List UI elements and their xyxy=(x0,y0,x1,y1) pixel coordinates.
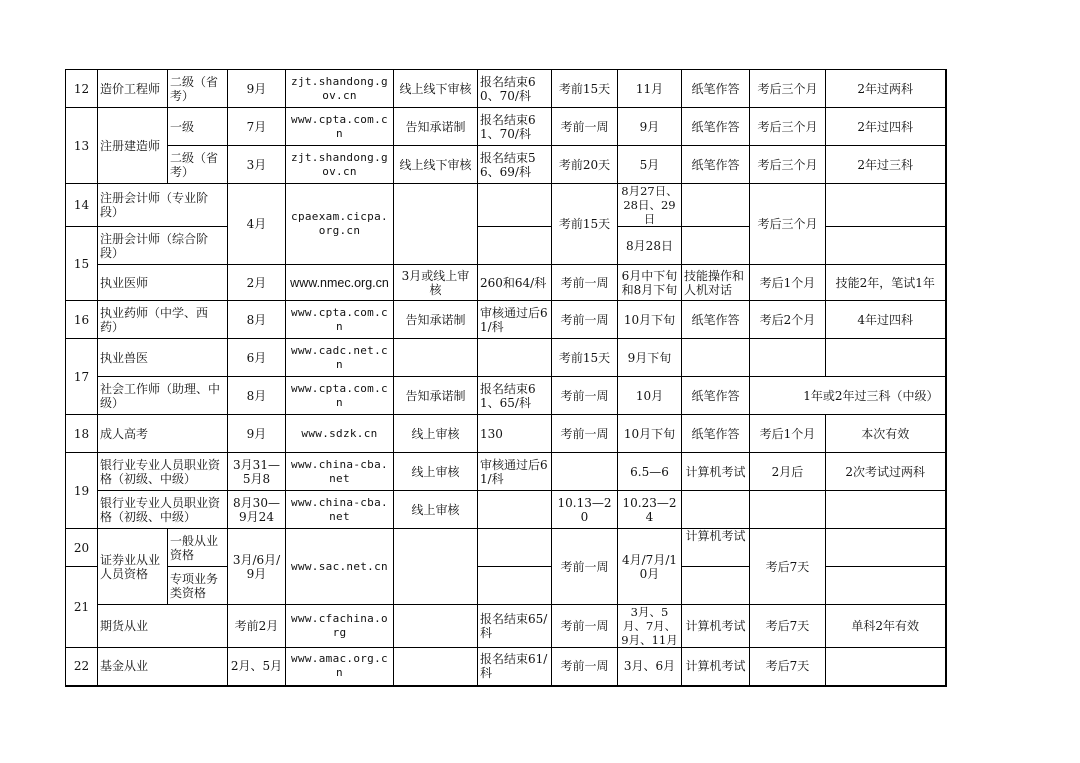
row-number: 16 xyxy=(66,301,98,339)
score-release: 考后7天 xyxy=(750,605,826,648)
exam-schedule-table xyxy=(65,69,947,687)
website: www.cfachina.org xyxy=(286,605,394,648)
exam-name: 银行业专业人员职业资格（初级、中级） xyxy=(98,453,228,491)
website: www.sdzk.cn xyxy=(286,415,394,453)
table-row xyxy=(66,453,946,491)
validity: 本次有效 xyxy=(826,415,946,453)
exam-name: 社会工作师（助理、中级） xyxy=(98,377,228,415)
row-number: 19 xyxy=(66,453,98,529)
exam-name: 期货从业 xyxy=(98,605,228,648)
admission-print: 考前一周 xyxy=(552,108,618,146)
review-method: 告知承诺制 xyxy=(394,108,478,146)
validity: 2年过两科 xyxy=(826,70,946,108)
admission-print: 考前20天 xyxy=(552,146,618,184)
exam-fee xyxy=(478,567,552,605)
score-release xyxy=(750,491,826,529)
registration-month: 2月、5月 xyxy=(228,648,286,686)
exam-form: 计算机考试 xyxy=(682,453,750,491)
table-row xyxy=(66,70,946,108)
exam-fee xyxy=(478,491,552,529)
review-method: 线上审核 xyxy=(394,491,478,529)
registration-month: 考前2月 xyxy=(228,605,286,648)
exam-form: 计算机考试 xyxy=(682,648,750,686)
website: www.amac.org.cn xyxy=(286,648,394,686)
row-number: 22 xyxy=(66,648,98,686)
validity xyxy=(826,567,946,605)
validity xyxy=(826,184,946,227)
registration-month: 4月 xyxy=(228,184,286,265)
validity xyxy=(826,339,946,377)
table-row xyxy=(66,301,946,339)
website: www.cpta.com.cn xyxy=(286,377,394,415)
table-row xyxy=(66,377,946,415)
review-method: 线上线下审核 xyxy=(394,70,478,108)
exam-date: 10月下旬 xyxy=(618,301,682,339)
website: www.cadc.net.cn xyxy=(286,339,394,377)
table-row xyxy=(66,108,946,146)
exam-fee: 报名结束65/科 xyxy=(478,605,552,648)
exam-form: 纸笔作答 xyxy=(682,301,750,339)
score-release: 考后7天 xyxy=(750,529,826,605)
registration-month: 9月 xyxy=(228,415,286,453)
review-method: 告知承诺制 xyxy=(394,377,478,415)
exam-fee xyxy=(478,227,552,265)
exam-form: 计算机考试 xyxy=(682,529,750,567)
exam-fee: 260和64/科 xyxy=(478,265,552,301)
exam-level: 一级 xyxy=(168,108,228,146)
exam-fee xyxy=(478,184,552,227)
website: www.nmec.org.cn xyxy=(286,265,394,301)
review-method xyxy=(394,605,478,648)
exam-name: 证券业从业人员资格 xyxy=(98,529,168,605)
admission-print: 考前15天 xyxy=(552,184,618,265)
row-number: 18 xyxy=(66,415,98,453)
exam-fee: 审核通过后61/科 xyxy=(478,301,552,339)
exam-name: 执业兽医 xyxy=(98,339,228,377)
validity xyxy=(826,648,946,686)
exam-level: 一般从业资格 xyxy=(168,529,228,567)
admission-print xyxy=(552,453,618,491)
row-number: 14 xyxy=(66,184,98,227)
exam-fee xyxy=(478,339,552,377)
admission-print: 考前15天 xyxy=(552,339,618,377)
website: zjt.shandong.gov.cn xyxy=(286,70,394,108)
admission-print: 考前一周 xyxy=(552,377,618,415)
review-method xyxy=(394,339,478,377)
exam-date: 8月27日、28日、29日 xyxy=(618,184,682,227)
website: www.china-cba.net xyxy=(286,491,394,529)
score-release xyxy=(750,339,826,377)
exam-date: 6月中下旬和8月下旬 xyxy=(618,265,682,301)
exam-form: 纸笔作答 xyxy=(682,70,750,108)
score-release: 考后1个月 xyxy=(750,415,826,453)
website: www.china-cba.net xyxy=(286,453,394,491)
table-row xyxy=(66,339,946,377)
exam-form xyxy=(682,184,750,227)
exam-form: 纸笔作答 xyxy=(682,415,750,453)
table-row xyxy=(66,146,946,184)
row-number: 17 xyxy=(66,339,98,415)
exam-date: 10月 xyxy=(618,377,682,415)
exam-form: 纸笔作答 xyxy=(682,146,750,184)
admission-print: 考前一周 xyxy=(552,301,618,339)
exam-name: 造价工程师 xyxy=(98,70,168,108)
validity xyxy=(826,491,946,529)
exam-name: 执业药师（中学、西药） xyxy=(98,301,228,339)
review-method: 告知承诺制 xyxy=(394,301,478,339)
exam-date: 11月 xyxy=(618,70,682,108)
review-method: 线上审核 xyxy=(394,453,478,491)
validity: 1年或2年过三科（中级） xyxy=(750,377,946,415)
score-release: 考后三个月 xyxy=(750,108,826,146)
row-number: 13 xyxy=(66,108,98,184)
exam-fee: 130 xyxy=(478,415,552,453)
review-method xyxy=(394,529,478,605)
table-row xyxy=(66,184,946,227)
validity: 技能2年，笔试1年 xyxy=(826,265,946,301)
admission-print: 考前一周 xyxy=(552,529,618,605)
table-row xyxy=(66,491,946,529)
website: zjt.shandong.gov.cn xyxy=(286,146,394,184)
table-row xyxy=(66,529,946,567)
exam-name: 注册会计师（专业阶段） xyxy=(98,184,228,227)
exam-date: 3月、5月、7月、9月、11月 xyxy=(618,605,682,648)
exam-fee: 报名结束61、65/科 xyxy=(478,377,552,415)
review-method xyxy=(394,648,478,686)
exam-name: 基金从业 xyxy=(98,648,228,686)
website: www.cpta.com.cn xyxy=(286,301,394,339)
exam-fee: 报名结束56、69/科 xyxy=(478,146,552,184)
website: www.sac.net.cn xyxy=(286,529,394,605)
registration-month: 3月 xyxy=(228,146,286,184)
exam-form: 技能操作和人机对话 xyxy=(682,265,750,301)
score-release: 考后7天 xyxy=(750,648,826,686)
row-number: 15 xyxy=(66,227,98,301)
score-release: 考后三个月 xyxy=(750,70,826,108)
exam-date: 4月/7月/10月 xyxy=(618,529,682,605)
review-method: 线上线下审核 xyxy=(394,146,478,184)
review-method: 3月或线上审核 xyxy=(394,265,478,301)
score-release: 考后2个月 xyxy=(750,301,826,339)
website: cpaexam.cicpa.org.cn xyxy=(286,184,394,265)
row-number: 21 xyxy=(66,567,98,648)
exam-form xyxy=(682,227,750,265)
exam-name: 注册会计师（综合阶段） xyxy=(98,227,228,265)
exam-name: 成人高考 xyxy=(98,415,228,453)
exam-date: 5月 xyxy=(618,146,682,184)
exam-date: 10.23—24 xyxy=(618,491,682,529)
exam-date: 10月下旬 xyxy=(618,415,682,453)
admission-print: 考前一周 xyxy=(552,265,618,301)
exam-level: 二级（省考） xyxy=(168,146,228,184)
exam-date: 8月28日 xyxy=(618,227,682,265)
registration-month: 7月 xyxy=(228,108,286,146)
admission-print: 10.13—20 xyxy=(552,491,618,529)
row-number: 20 xyxy=(66,529,98,567)
table-row xyxy=(66,605,946,648)
registration-month: 2月 xyxy=(228,265,286,301)
row-number: 12 xyxy=(66,70,98,108)
review-method xyxy=(394,184,478,265)
admission-print: 考前一周 xyxy=(552,415,618,453)
exam-date: 6.5—6 xyxy=(618,453,682,491)
exam-name: 执业医师 xyxy=(98,265,228,301)
exam-form xyxy=(682,567,750,605)
score-release: 考后1个月 xyxy=(750,265,826,301)
admission-print: 考前一周 xyxy=(552,605,618,648)
exam-form: 计算机考试 xyxy=(682,605,750,648)
score-release: 2月后 xyxy=(750,453,826,491)
exam-fee: 报名结束60、70/科 xyxy=(478,70,552,108)
table-row xyxy=(66,648,946,686)
validity: 单科2年有效 xyxy=(826,605,946,648)
admission-print: 考前15天 xyxy=(552,70,618,108)
registration-month: 8月 xyxy=(228,301,286,339)
score-release: 考后三个月 xyxy=(750,146,826,184)
validity: 2年过三科 xyxy=(826,146,946,184)
registration-month: 8月30—9月24 xyxy=(228,491,286,529)
review-method: 线上审核 xyxy=(394,415,478,453)
exam-form: 纸笔作答 xyxy=(682,377,750,415)
exam-fee xyxy=(478,529,552,567)
validity: 2次考试过两科 xyxy=(826,453,946,491)
exam-name: 注册建造师 xyxy=(98,108,168,184)
registration-month: 8月 xyxy=(228,377,286,415)
exam-form xyxy=(682,491,750,529)
exam-name: 银行业专业人员职业资格（初级、中级） xyxy=(98,491,228,529)
exam-fee: 报名结束61、70/科 xyxy=(478,108,552,146)
validity xyxy=(826,529,946,567)
exam-level: 专项业务类资格 xyxy=(168,567,228,605)
registration-month: 3月/6月/9月 xyxy=(228,529,286,605)
validity: 2年过四科 xyxy=(826,108,946,146)
exam-level: 二级（省考） xyxy=(168,70,228,108)
registration-month: 6月 xyxy=(228,339,286,377)
website: www.cpta.com.cn xyxy=(286,108,394,146)
exam-date: 9月 xyxy=(618,108,682,146)
admission-print: 考前一周 xyxy=(552,648,618,686)
exam-form: 纸笔作答 xyxy=(682,108,750,146)
exam-fee: 审核通过后61/科 xyxy=(478,453,552,491)
table-row xyxy=(66,415,946,453)
exam-date: 9月下旬 xyxy=(618,339,682,377)
registration-month: 3月31—5月8 xyxy=(228,453,286,491)
validity: 4年过四科 xyxy=(826,301,946,339)
exam-fee: 报名结束61/科 xyxy=(478,648,552,686)
table-row xyxy=(66,265,946,301)
exam-date: 3月、6月 xyxy=(618,648,682,686)
validity xyxy=(826,227,946,265)
exam-form xyxy=(682,339,750,377)
registration-month: 9月 xyxy=(228,70,286,108)
score-release: 考后三个月 xyxy=(750,184,826,265)
